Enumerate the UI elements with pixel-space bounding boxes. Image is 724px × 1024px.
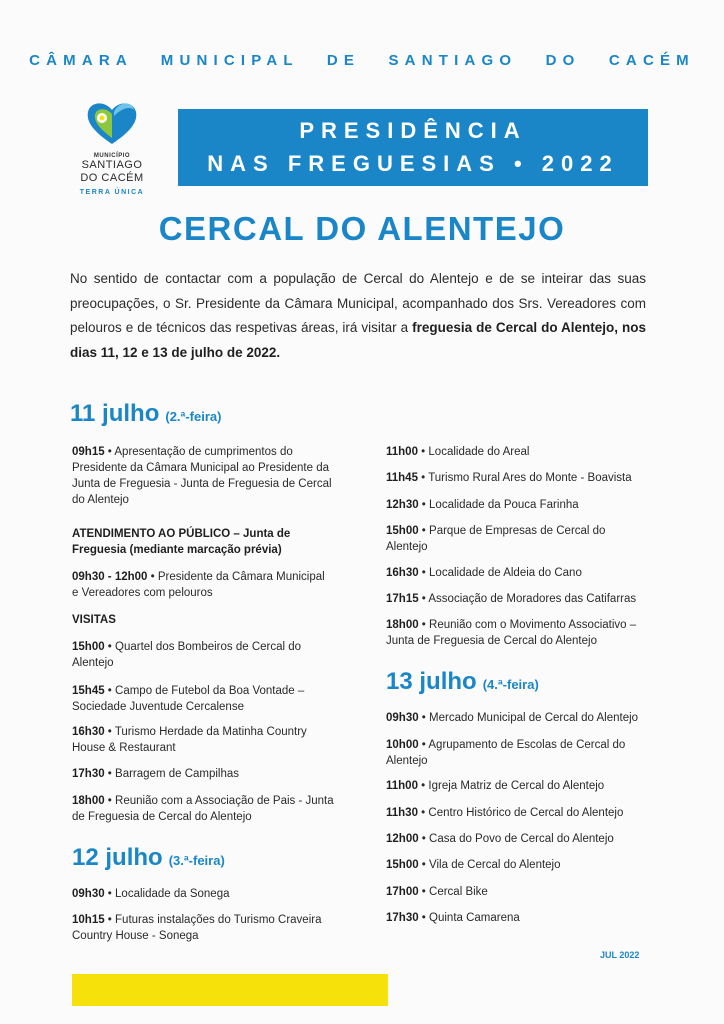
day-12-heading: [72, 844, 225, 872]
list-item: 17h15 • Associação de Moradores das Catifarras: [386, 593, 637, 605]
list-item: 17h00 • Cercal Bike: [386, 886, 488, 898]
list-item: 09h15 • Apresentação de cumprimentos do Presidente da Câmara Municipal ao Presidente da Junta de Freguesia - Junta de Freguesia de Cercal do Alentejo: [72, 446, 332, 506]
day-12-date: 12 julho: [72, 844, 163, 871]
list-item: 11h00 • Igreja Matriz de Cercal do Alentejo: [386, 780, 605, 792]
day-11-weekday: (2.ª-feira): [165, 409, 222, 424]
page-title: CERCAL DO ALENTEJO: [158, 210, 566, 247]
title-banner: [178, 109, 648, 186]
logo-name-line1: SANTIAGO: [81, 159, 143, 171]
list-item: 16h30 • Turismo Herdade da Matinha Country House & Restaurant: [72, 726, 307, 754]
intro-paragraph: [70, 267, 646, 365]
list-item: 18h00 • Reunião com o Movimento Associativo – Junta de Freguesia de Cercal do Alentejo: [386, 619, 637, 647]
footer-date: JUL 2022: [600, 950, 640, 960]
list-item: 11h45 • Turismo Rural Ares do Monte - Boavista: [386, 472, 632, 484]
heart-logo-icon: [84, 98, 140, 146]
banner-line1: PRESIDÊNCIA: [299, 118, 527, 143]
list-item: 10h00 • Agrupamento de Escolas de Cercal do Alentejo: [386, 739, 626, 767]
municipality-header: CÂMARA MUNICIPAL DE SANTIAGO DO CACÉM: [29, 52, 695, 69]
list-item: 12h00 • Casa do Povo de Cercal do Alentejo: [386, 833, 614, 845]
visitas-heading: VISITAS: [72, 614, 116, 626]
intro-bold: freguesia de Cercal do Alentejo, nos dias 11, 12 e 13 de julho de 2022.: [70, 320, 647, 360]
day-12-weekday: (3.ª-feira): [168, 853, 225, 868]
list-item: 09h30 - 12h00 • Presidente da Câmara Municipal e Vereadores com pelouros: [72, 571, 325, 599]
list-item: 17h30 • Quinta Camarena: [386, 912, 520, 924]
logo-name-line2: DO CACÉM: [80, 172, 144, 184]
list-item: 12h30 • Localidade da Pouca Farinha: [386, 499, 579, 511]
list-item: 15h00 • Vila de Cercal do Alentejo: [386, 859, 561, 871]
list-item: 15h45 • Campo de Futebol da Boa Vontade – Sociedade Juventude Cercalense: [72, 685, 305, 713]
list-item: 11h30 • Centro Histórico de Cercal do Alentejo: [386, 807, 624, 819]
list-item: 09h30 • Localidade da Sonega: [72, 888, 230, 900]
list-item: 17h30 • Barragem de Campilhas: [72, 768, 240, 780]
list-item: 10h15 • Futuras instalações do Turismo Craveira Country House - Sonega: [72, 914, 322, 942]
atendimento-heading: ATENDIMENTO AO PÚBLICO – Junta de Freguesia (mediante marcação prévia): [72, 528, 291, 556]
list-item: 11h00 • Localidade do Areal: [386, 446, 530, 458]
day-13-date: 13 julho: [386, 668, 477, 695]
list-item: 09h30 • Mercado Municipal de Cercal do Alentejo: [386, 712, 639, 724]
municipality-logo: [62, 98, 162, 196]
list-item: 15h00 • Quartel dos Bombeiros de Cercal do Alentejo: [72, 641, 302, 669]
list-item: 16h30 • Localidade de Aldeia do Cano: [386, 567, 582, 579]
day-13-weekday: (4.ª-feira): [482, 677, 539, 692]
day-13-heading: [386, 668, 539, 696]
list-item: 18h00 • Reunião com a Associação de Pais - Junta de Freguesia de Cercal do Alentejo: [72, 795, 334, 823]
day-11-heading: [70, 400, 221, 428]
logo-small-label: MUNICÍPIO: [93, 153, 131, 159]
intro-text: No sentido de contactar com a população de Cercal do Alentejo e de se inteirar das suas preocupações, o Sr. Presidente da Câmara Municipal, acompanhado dos Srs. Vereadores com pelouros e de técnicos das respetivas áreas, irá visitar a: [70, 271, 646, 335]
logo-tagline: TERRA ÚNICA: [79, 189, 145, 196]
banner-line2: NAS FREGUESIAS • 2022: [207, 151, 619, 176]
day-11-date: 11 julho: [70, 400, 160, 427]
footer-yellow-bar: [72, 974, 388, 1006]
list-item: 15h00 • Parque de Empresas de Cercal do Alentejo: [386, 525, 606, 553]
